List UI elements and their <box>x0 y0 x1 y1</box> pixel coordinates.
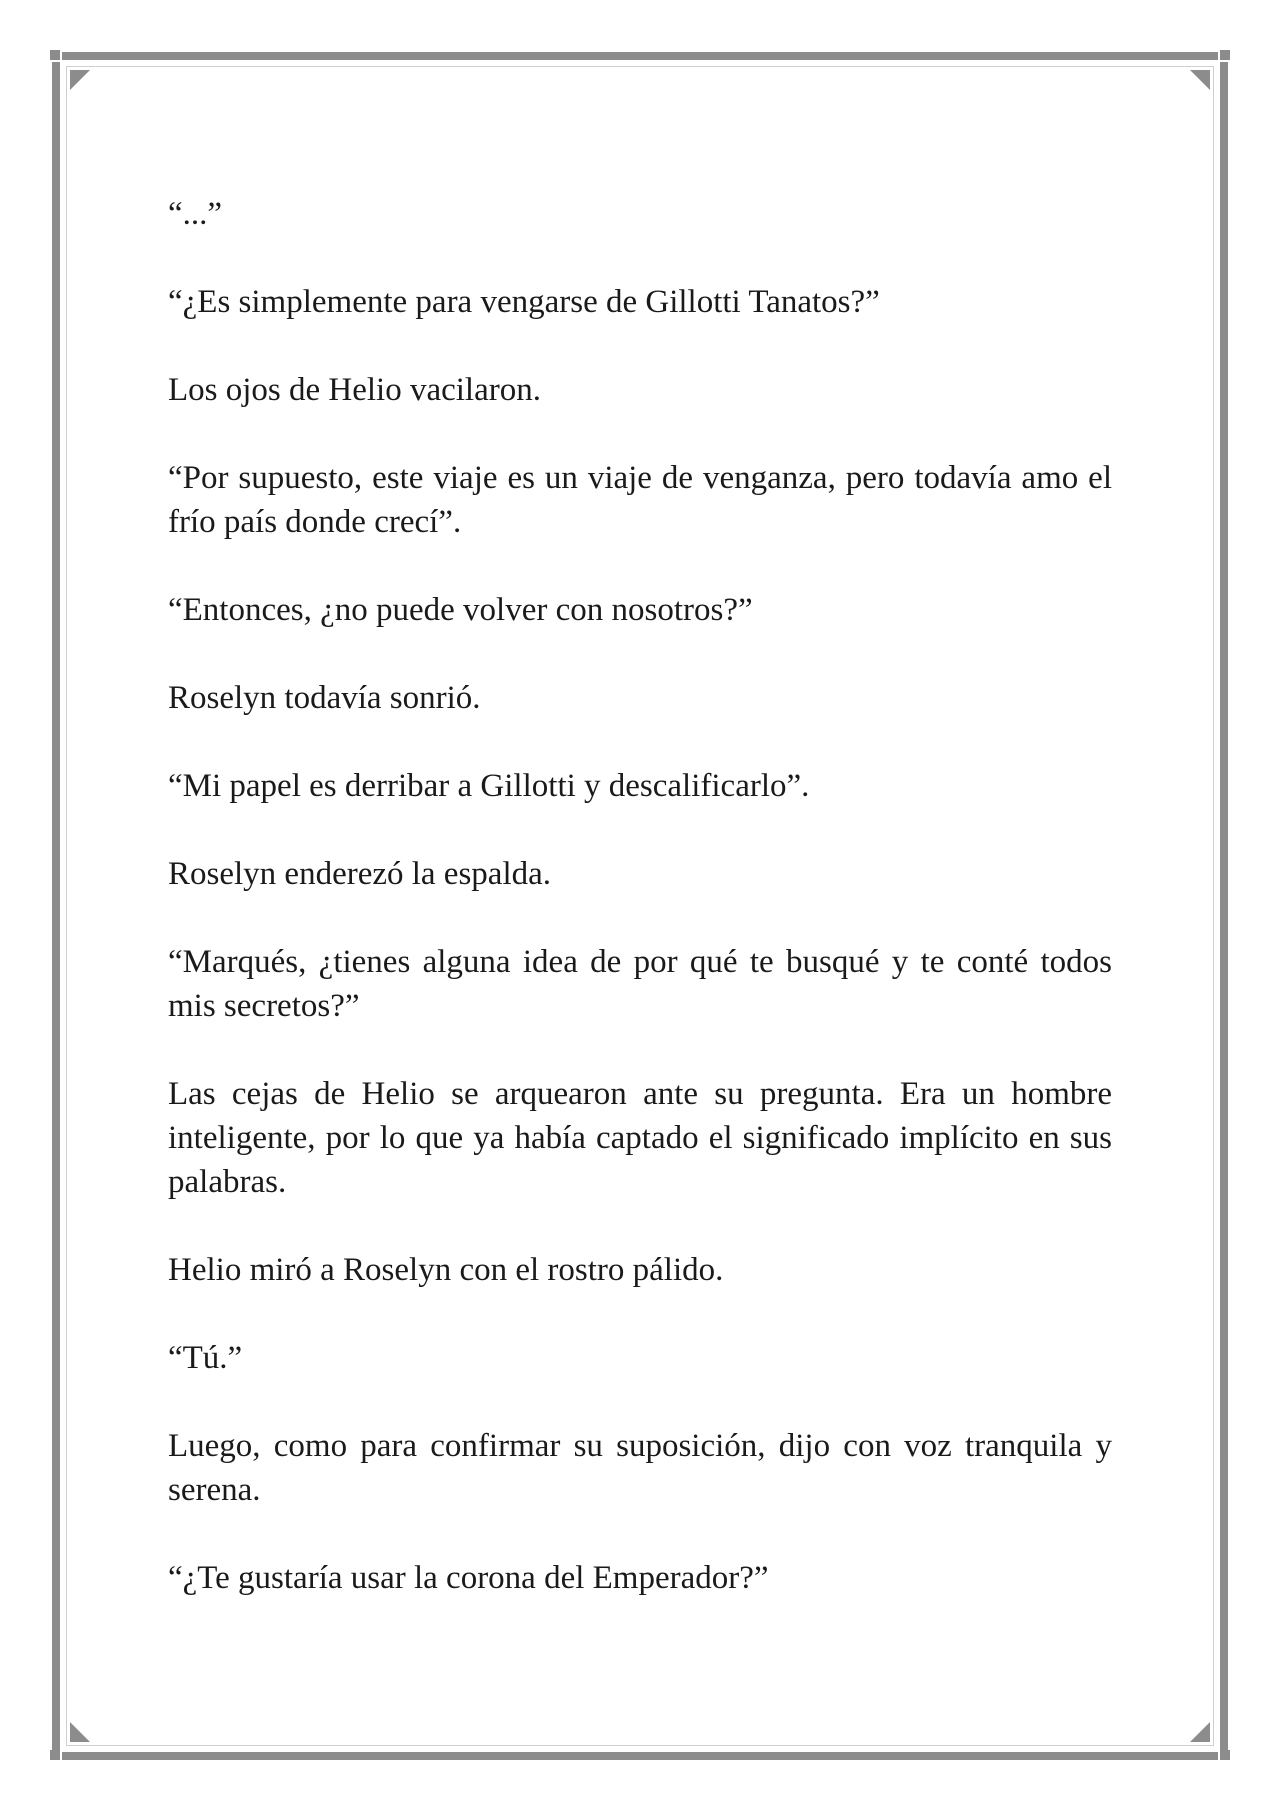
paragraph: Los ojos de Helio vacilaron. <box>168 372 541 408</box>
frame-bottom-border <box>62 1752 1218 1760</box>
corner-triangle-bottom-left <box>70 1722 90 1742</box>
paragraph: “Tú.” <box>168 1340 243 1376</box>
corner-ornament-bottom-right <box>1220 1750 1230 1760</box>
corner-triangle-bottom-right <box>1190 1722 1210 1742</box>
corner-ornament-top-right <box>1220 50 1230 60</box>
frame-top-border <box>62 52 1218 60</box>
frame-right-border <box>1220 62 1228 1750</box>
paragraph: “¿Es simplemente para vengarse de Gillotti Tanatos?” <box>168 284 880 320</box>
paragraph: “¿Te gustaría usar la corona del Emperador?” <box>168 1560 769 1596</box>
paragraph: Roselyn todavía sonrió. <box>168 680 481 716</box>
corner-ornament-bottom-left <box>50 1750 60 1760</box>
paragraph: Las cejas de Helio se arquearon ante su pregunta. Era un hombre inteligente, por lo que ya había captado el significado implícito en sus palabras. <box>168 1076 1112 1200</box>
paragraph: “...” <box>168 196 223 232</box>
paragraph: “Marqués, ¿tienes alguna idea de por qué te busqué y te conté todos mis secretos?” <box>168 944 1112 1024</box>
corner-triangle-top-left <box>70 70 90 90</box>
paragraph: Luego, como para confirmar su suposición, dijo con voz tranquila y serena. <box>168 1428 1112 1508</box>
frame-left-border <box>52 62 60 1750</box>
paragraph: “Mi papel es derribar a Gillotti y descalificarlo”. <box>168 768 810 804</box>
corner-ornament-top-left <box>50 50 60 60</box>
paragraph: “Por supuesto, este viaje es un viaje de venganza, pero todavía amo el frío país donde crecí”. <box>168 460 1112 540</box>
text-body <box>168 192 1112 1644</box>
paragraph: Roselyn enderezó la espalda. <box>168 856 552 892</box>
paragraph: Helio miró a Roselyn con el rostro pálido. <box>168 1252 724 1288</box>
corner-triangle-top-right <box>1190 70 1210 90</box>
paragraph: “Entonces, ¿no puede volver con nosotros?” <box>168 592 753 628</box>
